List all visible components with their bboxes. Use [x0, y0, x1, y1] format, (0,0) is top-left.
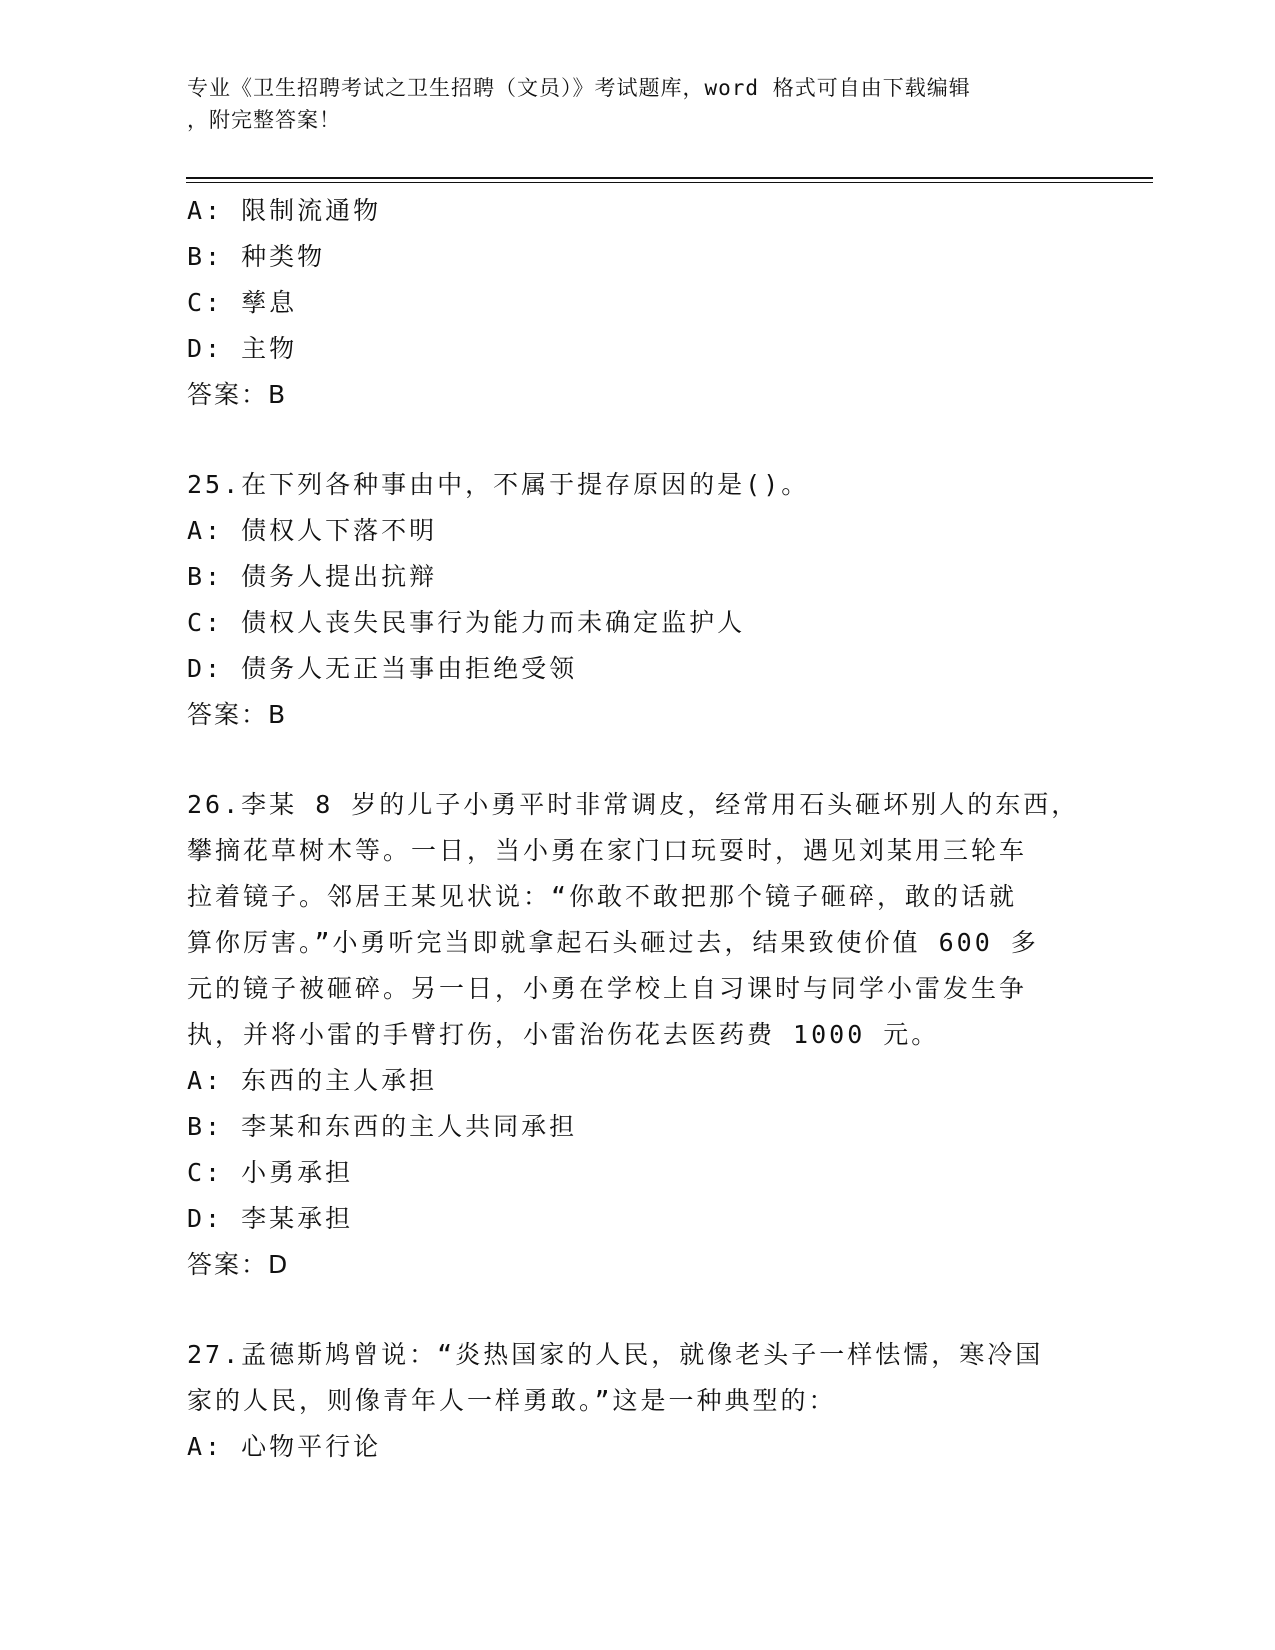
- document-header: [187, 72, 1067, 136]
- answer: 答案：B: [187, 700, 288, 729]
- answer: 答案：B: [187, 380, 288, 409]
- question-24: [187, 188, 1087, 418]
- stem-line: 拉着镜子。邻居王某见状说：“你敢不敢把那个镜子砸碎，敢的话就: [187, 882, 1018, 911]
- question-list: [187, 188, 1087, 1470]
- header-divider-thick: [186, 177, 1153, 179]
- option-b: B: 债务人提出抗辩: [187, 562, 438, 591]
- question-27: [187, 1332, 1087, 1470]
- option-c: C: 债权人丧失民事行为能力而未确定监护人: [187, 608, 746, 637]
- question-25: [187, 462, 1087, 738]
- option-d: D: 李某承担: [187, 1204, 354, 1233]
- stem-line: 攀摘花草树木等。一日，当小勇在家门口玩耍时，遇见刘某用三轮车: [187, 836, 1028, 865]
- spacer: [187, 418, 1087, 462]
- stem-line: 27.孟德斯鸠曾说：“炎热国家的人民，就像老头子一样怯懦，寒冷国: [187, 1340, 1044, 1369]
- option-a: A: 心物平行论: [187, 1432, 382, 1461]
- question-26: [187, 782, 1087, 1288]
- stem-line: 执，并将小雷的手臂打伤，小雷治伤花去医药费 1000 元。: [187, 1020, 940, 1049]
- option-d: D: 债务人无正当事由拒绝受领: [187, 654, 578, 683]
- question-stem: [187, 1332, 1087, 1424]
- option-a: A: 东西的主人承担: [187, 1066, 438, 1095]
- stem-line: 算你厉害。”小勇听完当即就拿起石头砸过去，结果致使价值 600 多: [187, 928, 1039, 957]
- stem-line: 家的人民，则像青年人一样勇敢。”这是一种典型的：: [187, 1386, 837, 1415]
- stem-line: 26.李某 8 岁的儿子小勇平时非常调皮，经常用石头砸坏别人的东西，: [187, 790, 1080, 819]
- header-line-2: ，附完整答案！: [187, 108, 341, 132]
- header-divider-thin: [186, 182, 1153, 183]
- option-a: A: 限制流通物: [187, 196, 382, 225]
- spacer: [187, 1288, 1087, 1332]
- answer: 答案：D: [187, 1250, 290, 1279]
- option-b: B: 李某和东西的主人共同承担: [187, 1112, 578, 1141]
- option-c: C: 小勇承担: [187, 1158, 354, 1187]
- question-stem: [187, 782, 1087, 1058]
- stem-line: 元的镜子被砸碎。另一日，小勇在学校上自习课时与同学小雷发生争: [187, 974, 1028, 1003]
- header-line-1: 专业《卫生招聘考试之卫生招聘（文员）》考试题库，word 格式可自由下载编辑: [187, 76, 971, 100]
- spacer: [187, 738, 1087, 782]
- option-d: D: 主物: [187, 334, 298, 363]
- question-stem: 25.在下列各种事由中，不属于提存原因的是()。: [187, 470, 810, 499]
- option-c: C: 孳息: [187, 288, 298, 317]
- option-a: A: 债权人下落不明: [187, 516, 438, 545]
- option-b: B: 种类物: [187, 242, 326, 271]
